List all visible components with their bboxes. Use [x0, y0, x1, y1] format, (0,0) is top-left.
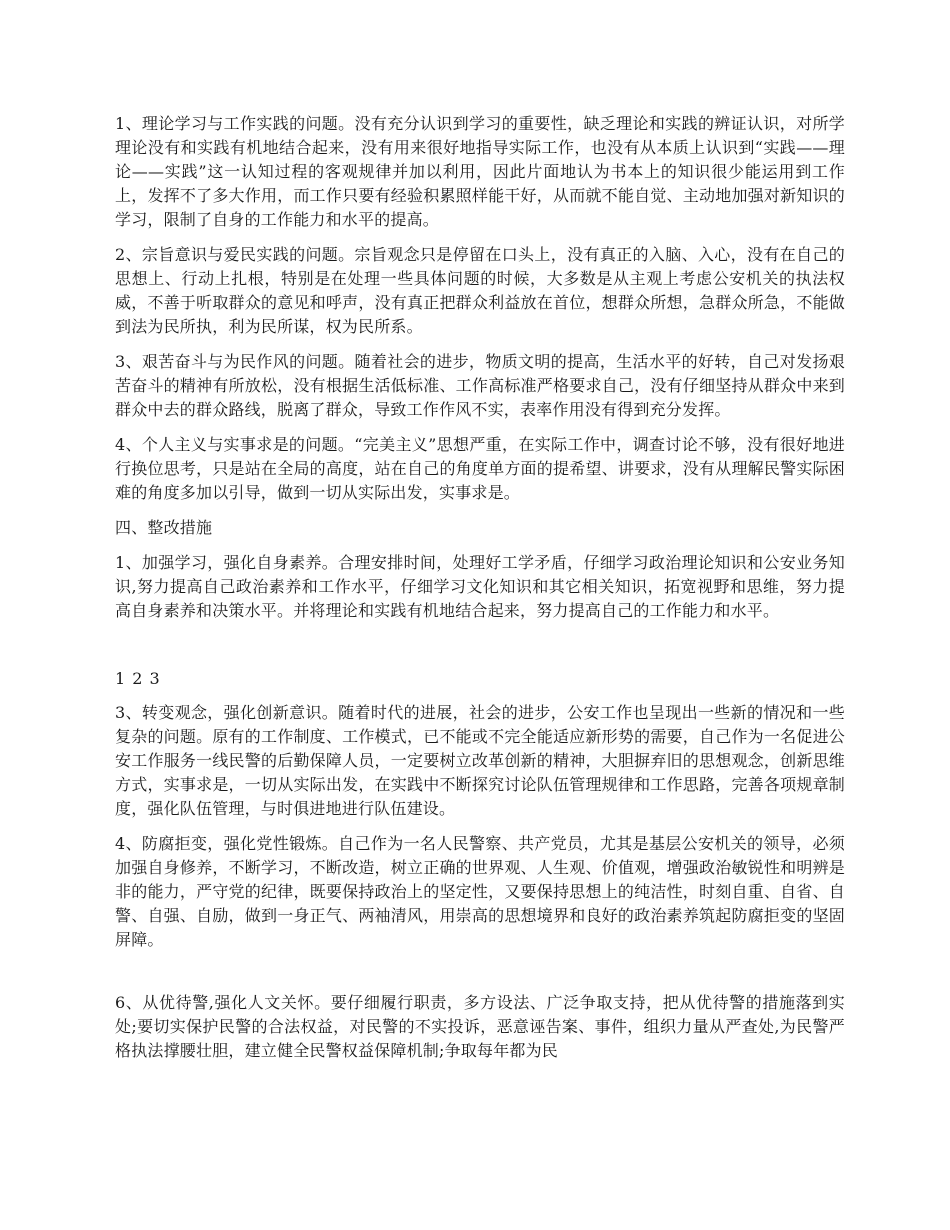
measure-paragraph-1: 1、加强学习，强化自身素养。合理安排时间，处理好工学矛盾，仔细学习政治理论知识和公安业务知识,努力提高自己政治素养和工作水平，仔细学习文化知识和其它相关知识，拓宽视野和思维，努力提高自身素养和决策水平。并将理论和实践有机地结合起来，努力提高自己的工作能力和水平。 — [115, 553, 845, 620]
problem-paragraph-2: 2、宗旨意识与爱民实践的问题。宗旨观念只是停留在口头上，没有真正的入脑、入心，没有在自己的思想上、行动上扎根，特别是在处理一些具体问题的时候，大多数是从主观上考虑公安机关的执法权威，不善于听取群众的意见和呼声，没有真正把群众利益放在首位，想群众所想，急群众所急，不能做到法为民所执，利为民所谋，权为民所系。 — [115, 245, 845, 336]
page-numbers: 1 2 3 — [115, 669, 161, 688]
document-page — [115, 112, 845, 1074]
section-heading: 四、整改措施 — [115, 518, 213, 537]
measure-paragraph-4: 4、防腐拒变，强化党性锻炼。自己作为一名人民警察、共产党员，尤其是基层公安机关的领导，必须加强自身修养，不断学习，不断改造，树立正确的世界观、人生观、价值观，增强政治敏锐性和明辨是非的能力，严守党的纪律，既要保持政治上的坚定性，又要保持思想上的纯洁性，时刻自重、自省、自警、自强、自励，做到一身正气、两袖清风，用崇高的思想境界和良好的政治素养筑起防腐拒变的坚固屏障。 — [115, 834, 845, 949]
problem-paragraph-1: 1、理论学习与工作实践的问题。没有充分认识到学习的重要性，缺乏理论和实践的辨证认识，对所学理论没有和实践有机地结合起来，没有用来很好地指导实际工作，也没有从本质上认识到“实践——理论——实践”这一认知过程的客观规律并加以利用，因此片面地认为书本上的知识很少能运用到工作上，发挥不了多大作用，而工作只要有经验积累照样能干好，从而就不能自觉、主动地加强对新知识的学习，限制了自身的工作能力和水平的提高。 — [115, 114, 845, 229]
problem-paragraph-3: 3、艰苦奋斗与为民作风的问题。随着社会的进步，物质文明的提高，生活水平的好转，自己对发扬艰苦奋斗的精神有所放松，没有根据生活低标准、工作高标准严格要求自己，没有仔细坚持从群众中来到群众中去的群众路线，脱离了群众，导致工作作风不实，表率作用没有得到充分发挥。 — [115, 352, 845, 419]
problem-paragraph-4: 4、个人主义与实事求是的问题。“完美主义”思想严重，在实际工作中，调查讨论不够，没有很好地进行换位思考，只是站在全局的高度，站在自己的角度单方面的提希望、讲要求，没有从理解民警实际困难的角度多加以引导，做到一切从实际出发，实事求是。 — [115, 435, 845, 502]
measure-paragraph-3: 3、转变观念，强化创新意识。随着时代的进展，社会的进步，公安工作也呈现出一些新的情况和一些复杂的问题。原有的工作制度、工作模式，已不能或不完全能适应新形势的需要，自己作为一名促进公安工作服务一线民警的后勤保障人员，一定要树立改革创新的精神，大胆摒弃旧的思想观念，创新思维方式，实事求是，一切从实际出发，在实践中不断探究讨论队伍管理规律和工作思路，完善各项规章制度，强化队伍管理，与时俱进地进行队伍建设。 — [115, 703, 845, 818]
measure-paragraph-6: 6、从优待警,强化人文关怀。要仔细履行职责，多方设法、广泛争取支持，把从优待警的措施落到实处;要切实保护民警的合法权益，对民警的不实投诉，恶意诬告案、事件，组织力量从严查处,为民警严格执法撑腰壮胆，建立健全民警权益保障机制;争取每年都为民 — [115, 993, 845, 1060]
blank-gap — [115, 963, 845, 991]
